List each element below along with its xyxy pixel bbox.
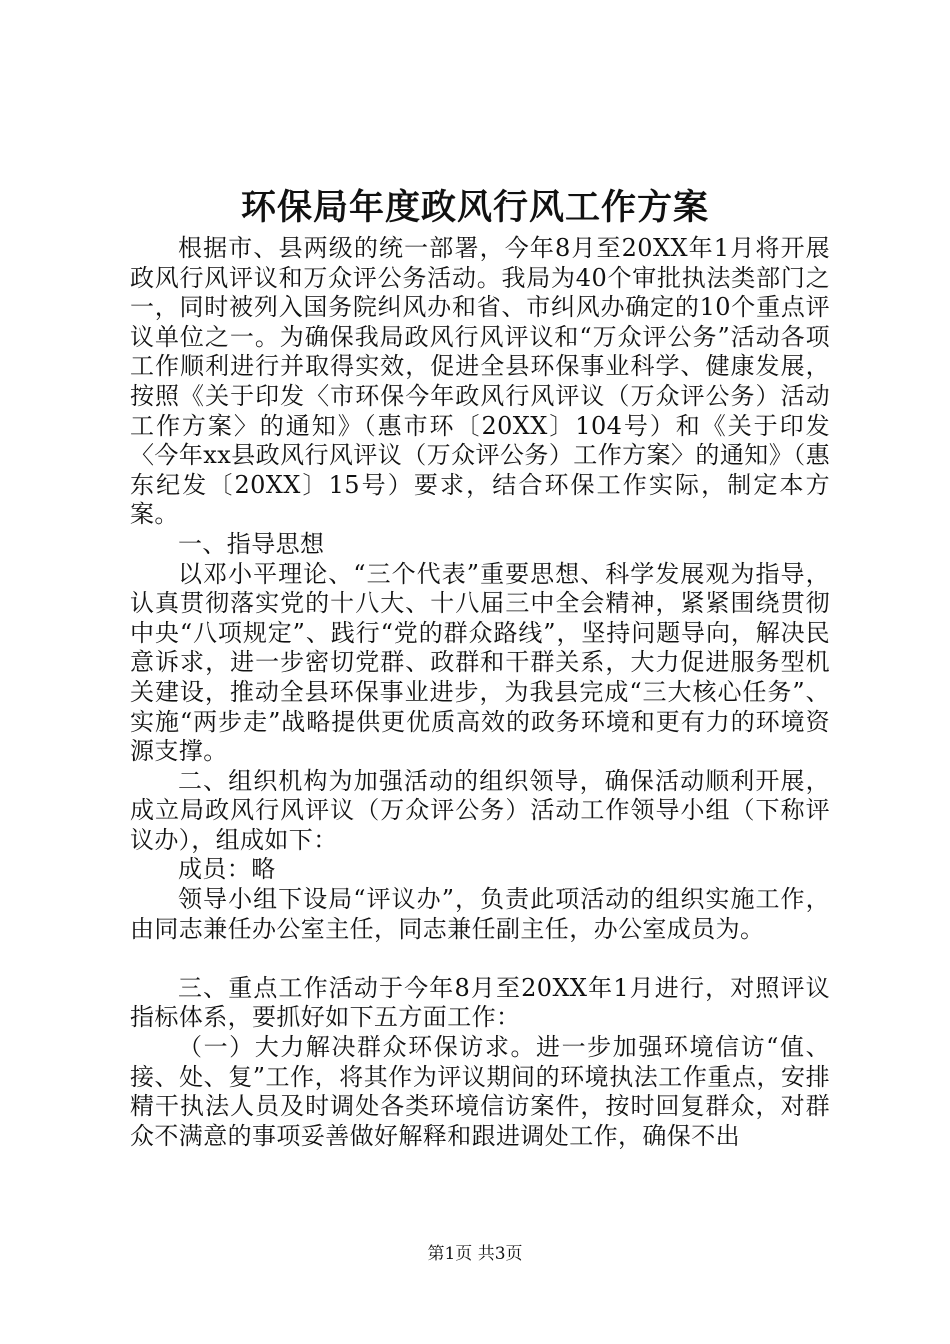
paragraph-members: 成员：略 [178, 855, 276, 884]
document-title: 环保局年度政风行风工作方案 [240, 187, 709, 228]
paragraph-intro: 根据市、县两级的统一部署，今年8月至20XX年1月将开展政风行风评议和万众评公务活动。我局为40个审批执法类部门之一，同时被列入国务院纠风办和省、市纠风办确定的10个重点评议单位之一。为确保我局政风行风评议和“万众评公务”活动各项工作顺利进行并取得实效，促进全县环保事业科学、健康发展，按照《关于印发〈市环保今年政风行风评议（万众评公务）活动工作方案〉的通知》（惠市环〔20XX〕104号）和《关于印发〈今年xx县政风行风评议（万众评公务）工作方案〉的通知》（惠东纪发〔20XX〕15号）要求，结合环保工作实际，制定本方案。 [130, 234, 830, 529]
paragraph-key-work: 三、重点工作活动于今年8月至20XX年1月进行，对照评议指标体系，要抓好如下五方面工作： [130, 973, 830, 1032]
paragraph-key-work-item-1: （一）大力解决群众环保访求。进一步加强环境信访“值、接、处、复”工作，将其作为评议期间的环境执法工作重点，安排精干执法人员及时调处各类环境信访案件，按时回复群众，对群众不满意的事项妥善做好解释和跟进调处工作，确保不出 [130, 1033, 830, 1150]
paragraph-guiding-thought: 以邓小平理论、“三个代表”重要思想、科学发展观为指导，认真贯彻落实党的十八大、十八届三中全会精神，紧紧围绕贯彻中央“八项规定”、践行“党的群众路线”，坚持问题导向，解决民意诉求，进一步密切党群、政群和干群关系，大力促进服务型机关建设，推动全县环保事业进步，为我县完成“三大核心任务”、实施“两步走”战略提供更优质高效的政务环境和更有力的环境资源支撑。 [130, 559, 830, 766]
document-body [130, 234, 830, 1151]
paragraph-review-office: 领导小组下设局“评议办”，负责此项活动的组织实施工作，由同志兼任办公室主任，同志兼任副主任，办公室成员为。 [130, 885, 830, 943]
paragraph-organization: 二、组织机构为加强活动的组织领导，确保活动顺利开展，成立局政风行风评议（万众评公务）活动工作领导小组（下称评议办），组成如下： [130, 766, 830, 854]
heading-guiding-thought: 一、指导思想 [178, 529, 325, 558]
page-number-footer: 第1页 共3页 [427, 1244, 523, 1264]
